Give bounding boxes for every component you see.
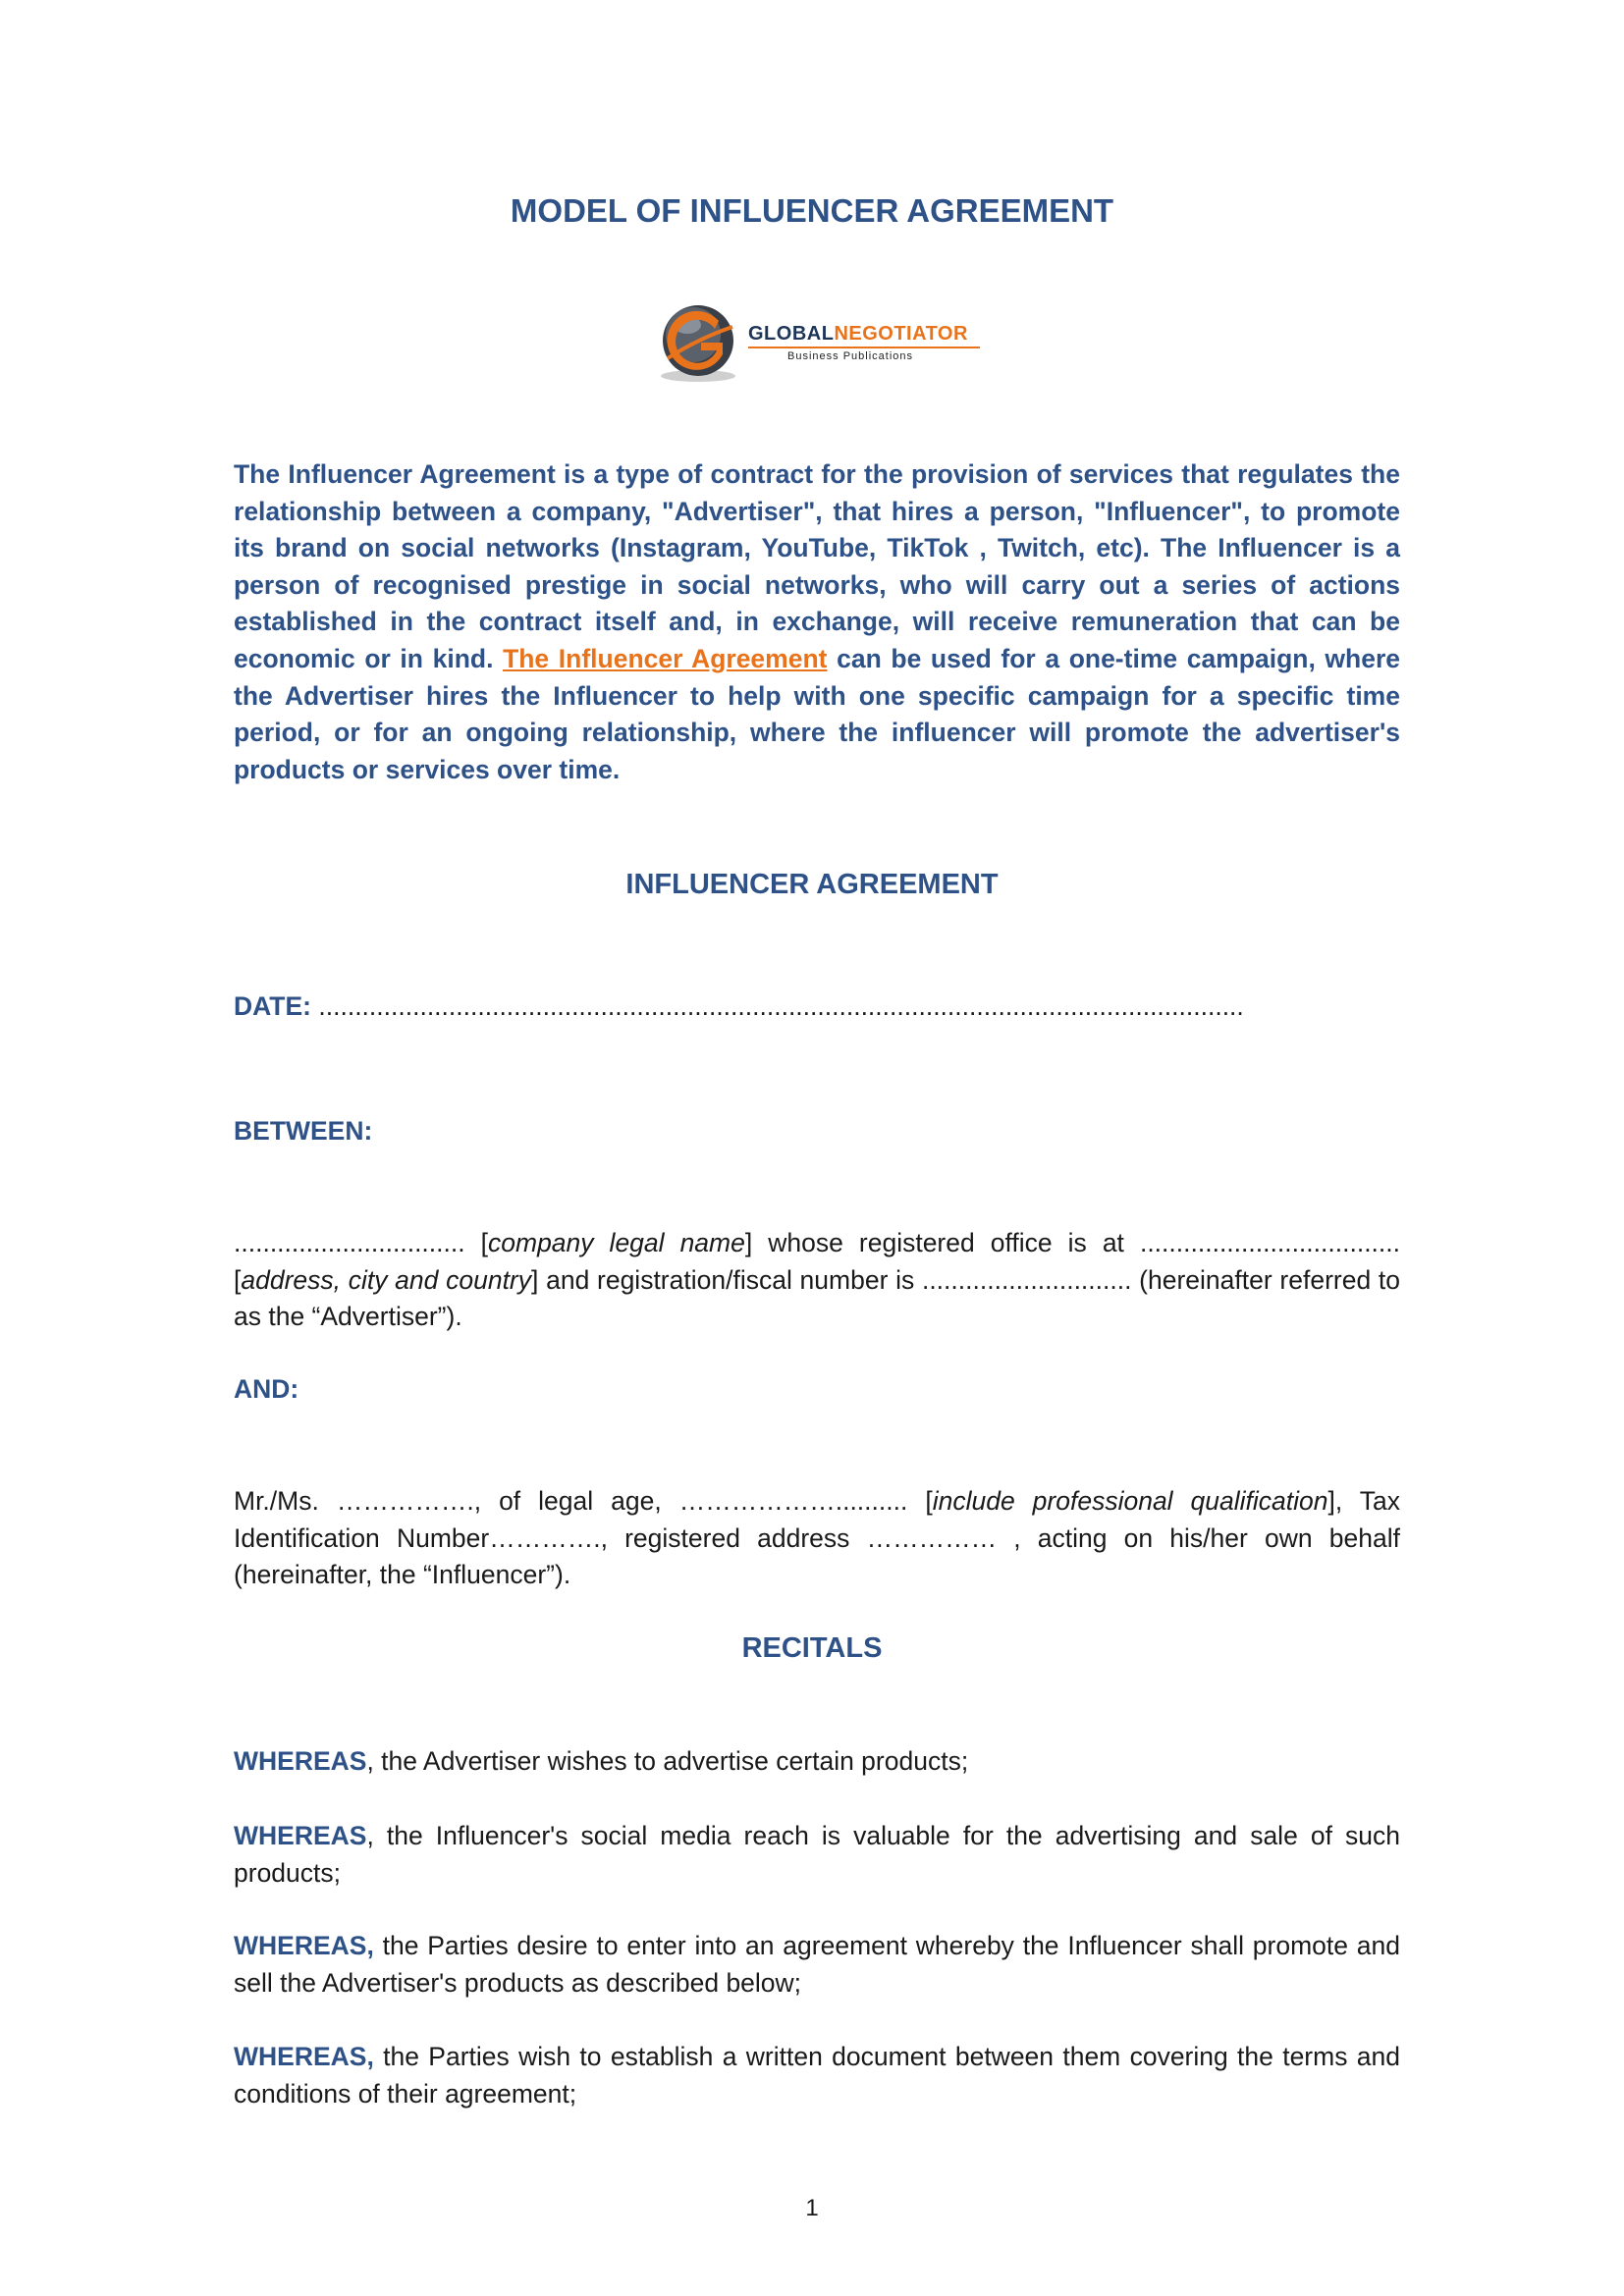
advertiser-party-paragraph: ................................ [company legal name] whose registered office is at .................................... [address, city and country] and registration/fiscal number is ............................. (hereinafter referred to as the “Advertiser”).: [234, 1228, 1401, 1332]
recital-item: WHEREAS, the Parties desire to enter into an agreement whereby the Influencer shall promote and sell the Advertiser's products as described below;: [234, 1931, 1400, 1998]
recitals-heading: RECITALS: [741, 1632, 883, 1664]
and-label: AND:: [234, 1374, 299, 1404]
agreement-heading: INFLUENCER AGREEMENT: [625, 869, 999, 900]
recital-item: WHEREAS, the Parties wish to establish a written document between them covering the terms and conditions of their agreement;: [234, 2042, 1400, 2109]
globe-g-logo-icon: [654, 299, 742, 386]
global-negotiator-logo: [654, 299, 988, 386]
document-title: MODEL OF INFLUENCER AGREEMENT: [510, 192, 1114, 229]
recital-keyword: WHEREAS: [234, 1746, 367, 1776]
logo-wordmark: GLOBALNEGOTIATOR: [748, 323, 968, 345]
recital-item: WHEREAS, the Advertiser wishes to advertise certain products;: [234, 1746, 969, 1776]
influencer-agreement-link[interactable]: The Influencer Agreement: [503, 643, 828, 673]
intro-paragraph: The Influencer Agreement is a type of contract for the provision of services that regulates the relationship between a company, "Advertiser", that hires a person, "Influencer", to promote its brand on social networks (Instagram, YouTube, TikTok , Twitch, etc). The Influencer is a person of recognised prestige in social networks, who will carry out a series of actions established in the contract itself and, in exchange, will receive remuneration that can be economic or in kind. The Influencer Agreement can be used for a one-time campaign, where the Advertiser hires the Influencer to help with one specific campaign for a specific time period, or for an ongoing relationship, where the influencer will promote the advertiser's products or services over time.: [234, 459, 1401, 784]
recital-keyword: WHEREAS,: [234, 2042, 374, 2071]
between-label: BETWEEN:: [234, 1116, 373, 1146]
logo-tagline: Business Publications: [787, 350, 914, 362]
recital-keyword: WHEREAS: [234, 1821, 367, 1850]
date-label: DATE:: [234, 991, 311, 1021]
date-line: [234, 991, 1244, 1022]
page-number: 1: [805, 2195, 819, 2221]
date-blank: ................................................................................................................................: [318, 991, 1244, 1021]
recital-item: WHEREAS, the Influencer's social media reach is valuable for the advertising and sale of such products;: [234, 1821, 1400, 1888]
recital-keyword: WHEREAS,: [234, 1931, 374, 1960]
influencer-party-paragraph: Mr./Ms. ……………., of legal age, ……………….......... [include professional qualification], Tax Identification Number…………., registered address …………… , acting on his/her own behalf (hereinafter, the “Influencer”).: [234, 1486, 1400, 1590]
logo-underline: [748, 347, 980, 348]
